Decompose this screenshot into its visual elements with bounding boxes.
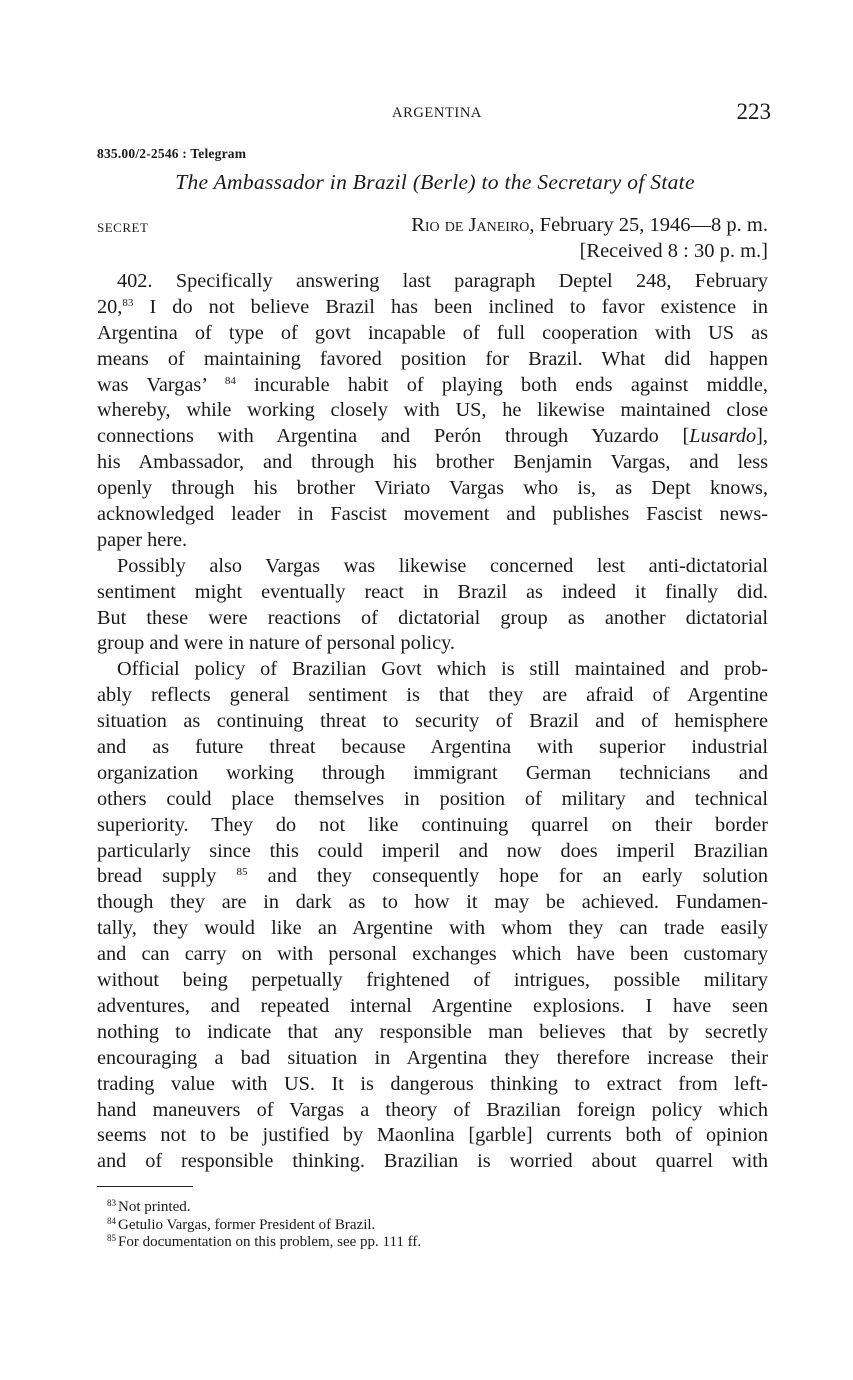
text-segment: trading value with US. It is dangerous thinking to extract from left-: [97, 1072, 768, 1095]
text-line: [97, 450, 768, 476]
text-segment: tally, they would like an Argentine with whom they can trade easily: [97, 917, 768, 940]
text-line: [97, 916, 768, 942]
text-line: [97, 1123, 768, 1149]
text-line: [97, 398, 768, 424]
text-line: [97, 631, 768, 657]
text-line: [97, 606, 768, 632]
text-line: [97, 554, 768, 580]
text-segment: But these were reactions of dictatorial group as another dictatorial: [97, 606, 768, 629]
text-line: [97, 295, 768, 321]
text-line: [97, 735, 768, 761]
text-line: [97, 1098, 768, 1124]
received-time: [Received 8 : 30 p. m.]: [579, 240, 768, 262]
text-line: [97, 580, 768, 606]
text-segment: Official policy of Brazilian Govt which is still maintained and prob-: [117, 658, 768, 681]
text-segment: without being perpetually frightened of intrigues, possible military: [97, 969, 768, 992]
paragraph: [97, 554, 768, 658]
text-line: [97, 373, 768, 399]
footnote-number: 83: [107, 1198, 116, 1208]
text-segment: his Ambassador, and through his brother Benjamin Vargas, and less: [97, 451, 768, 474]
text-segment: Lusardo: [689, 425, 757, 448]
text-segment: connections with Argentina and Perón through Yuzardo [: [97, 425, 690, 448]
text-line: [97, 528, 768, 554]
footnote-marker: 84: [224, 374, 236, 387]
classification-label: SECRET: [97, 220, 149, 235]
text-segment: incurable habit of playing both ends against middle,: [235, 373, 769, 396]
running-head: ARGENTINA: [392, 105, 482, 121]
text-line: [97, 839, 768, 865]
text-line: [97, 709, 768, 735]
text-segment: bread supply: [97, 865, 237, 888]
text-line: [97, 269, 768, 295]
text-segment: 20,: [97, 295, 123, 318]
text-line: [97, 1020, 768, 1046]
footnote: [107, 1217, 421, 1235]
text-segment: though they are in dark as to how it may be achieved. Fundamen-: [97, 891, 768, 914]
footnotes: [107, 1199, 421, 1252]
footnote-text: Not printed.: [118, 1199, 191, 1215]
text-line: [97, 994, 768, 1020]
text-segment: and can carry on with personal exchanges which have been customary: [97, 943, 768, 966]
text-line: [97, 1072, 768, 1098]
text-line: [97, 502, 768, 528]
text-line: [97, 424, 768, 450]
text-segment: paper here.: [97, 528, 188, 551]
document-reference: 835.00/2-2546 : Telegram: [97, 146, 247, 161]
text-segment: and they consequently hope for an early solution: [247, 865, 768, 888]
page-number: 223: [736, 99, 771, 124]
text-line: [97, 968, 768, 994]
date: , February 25, 1946—8 p. m.: [529, 214, 768, 236]
text-line: [97, 787, 768, 813]
text-line: [97, 761, 768, 787]
text-segment: nothing to indicate that any responsible man believes that by secretly: [97, 1020, 768, 1043]
text-segment: Possibly also Vargas was likewise concerned lest anti-dictatorial: [117, 554, 768, 577]
text-segment: openly through his brother Viriato Vargas who is, as Dept knows,: [97, 477, 768, 500]
text-segment: encouraging a bad situation in Argentina they therefore increase their: [97, 1046, 768, 1069]
footnote-divider: [97, 1186, 193, 1187]
text-segment: and as future threat because Argentina with superior industrial: [97, 736, 768, 759]
text-segment: 402. Specifically answering last paragraph Deptel 248, February: [117, 270, 768, 292]
text-segment: others could place themselves in position of military and technical: [97, 787, 768, 810]
text-segment: adventures, and repeated internal Argentine explosions. I have seen: [97, 994, 768, 1017]
text-segment: Argentina of type of govt incapable of full cooperation with US as: [97, 321, 768, 344]
text-line: [97, 321, 768, 347]
text-segment: and of responsible thinking. Brazilian is worried about quarrel with: [97, 1150, 768, 1173]
text-segment: was Vargas’: [97, 373, 225, 396]
text-line: [97, 864, 768, 890]
text-segment: hand maneuvers of Vargas a theory of Brazilian foreign policy which: [97, 1098, 768, 1121]
text-line: [97, 890, 768, 916]
text-line: [97, 1149, 768, 1175]
text-segment: ],: [756, 425, 768, 448]
footnote-number: 84: [107, 1215, 116, 1226]
text-line: [97, 1046, 768, 1072]
text-segment: sentiment might eventually react in Brazil as indeed it finally did.: [97, 580, 768, 603]
text-segment: acknowledged leader in Fascist movement and publishes Fascist news-: [97, 503, 768, 526]
text-segment: whereby, while working closely with US, he likewise maintained close: [97, 399, 768, 422]
text-segment: superiority. They do not like continuing quarrel on their border: [97, 813, 768, 836]
text-line: [97, 476, 768, 502]
place-date-line: [411, 214, 768, 237]
footnote-marker: 83: [122, 296, 134, 309]
text-line: [97, 683, 768, 709]
text-line: [97, 657, 768, 683]
text-segment: situation as continuing threat to security of Brazil and of hemisphere: [97, 710, 768, 733]
text-segment: seems not to be justified by Maonlina [garble] currents both of opinion: [97, 1124, 768, 1147]
footnote-text: For documentation on this problem, see pp. 111 ff.: [118, 1234, 422, 1250]
footnote-marker: 85: [236, 866, 248, 879]
text-segment: organization working through immigrant German technicians and: [97, 761, 768, 784]
text-segment: group and were in nature of personal policy.: [97, 632, 455, 655]
text-segment: I do not believe Brazil has been inclined to favor existence in: [133, 295, 768, 318]
footnote: [107, 1234, 421, 1252]
document-title: The Ambassador in Brazil (Berle) to the Secretary of State: [175, 170, 695, 194]
telegram-body: [97, 269, 768, 1175]
text-line: [97, 813, 768, 839]
text-line: [97, 942, 768, 968]
text-segment: particularly since this could imperil and now does imperil Brazilian: [97, 839, 768, 862]
text-segment: means of maintaining favored position for Brazil. What did happen: [97, 347, 768, 370]
paragraph: [97, 269, 768, 554]
place: Rio de Janeiro: [411, 214, 530, 236]
footnote-number: 85: [107, 1233, 116, 1243]
footnote-text: Getulio Vargas, former President of Brazil.: [118, 1216, 376, 1233]
text-segment: ably reflects general sentiment is that they are afraid of Argentine: [97, 684, 768, 707]
text-line: [97, 347, 768, 373]
paragraph: [97, 657, 768, 1175]
footnote: [107, 1199, 421, 1217]
